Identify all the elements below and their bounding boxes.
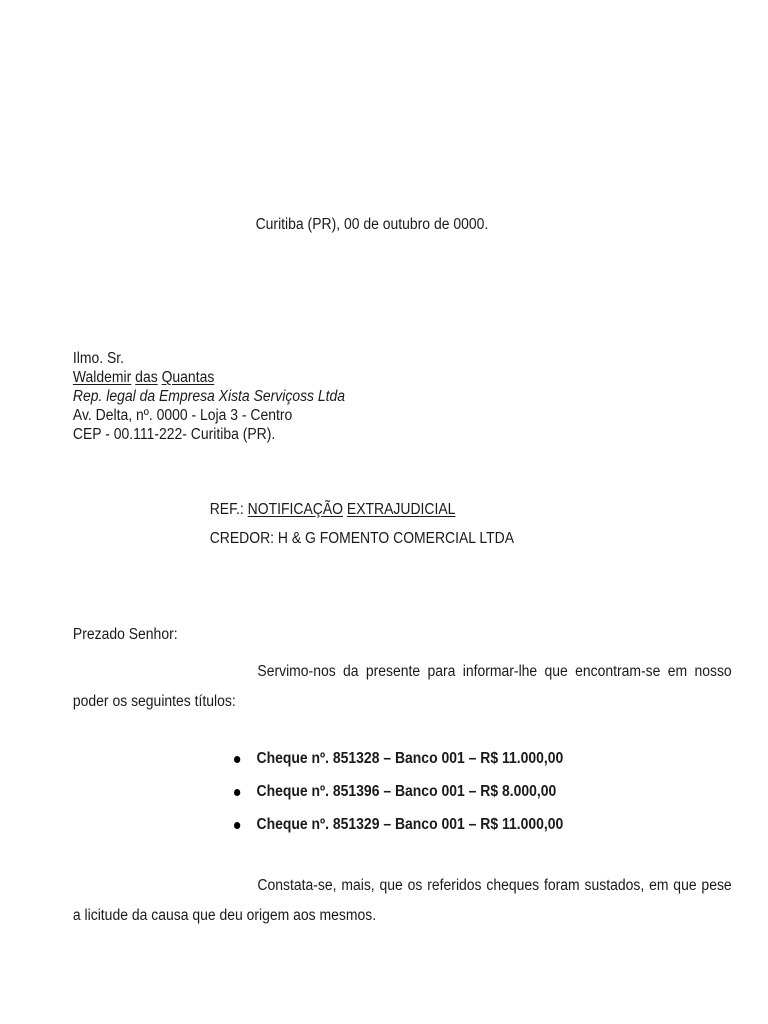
recipient-first-name: Waldemir — [72, 369, 132, 386]
date-line: Curitiba (PR), 00 de outubro de 0000. — [255, 216, 489, 233]
cheque-text: Cheque nº. 851328 – Banco 001 – R$ 11.000,00 — [256, 750, 564, 767]
paragraph-conclusion-text: Constata-se, mais, que os referidos cheques foram sustados, em que pese a licitude da causa que deu origem aos mesmos. — [72, 877, 732, 924]
recipient-role: Rep. legal da Empresa Xista Serviçoss Ltda — [72, 388, 346, 405]
bullet-icon — [234, 822, 240, 829]
cheque-list — [230, 747, 564, 846]
recipient-address — [73, 406, 345, 425]
creditor-line: CREDOR: H & G FOMENTO COMERCIAL LTDA — [209, 530, 515, 547]
address-rest: Delta, nº. 0000 - Loja 3 - Centro — [91, 407, 293, 424]
bullet-icon — [234, 756, 240, 763]
list-item — [230, 813, 564, 846]
salutation: Ilmo. Sr. — [72, 350, 125, 367]
ref-word-extrajudicial: EXTRAJUDICIAL — [346, 501, 456, 518]
list-item — [230, 747, 564, 780]
recipient-last-name: Quantas — [161, 369, 215, 386]
greeting: Prezado Senhor: — [72, 626, 178, 643]
recipient-cep: CEP - 00.111-222- Curitiba (PR). — [72, 426, 276, 443]
paragraph-conclusion — [73, 871, 732, 931]
cheque-text: Cheque nº. 851329 – Banco 001 – R$ 11.000,00 — [256, 816, 564, 833]
reference-line — [210, 501, 456, 519]
list-item — [230, 780, 564, 813]
ref-word-notificacao: NOTIFICAÇÃO — [247, 501, 344, 518]
bullet-icon — [234, 789, 240, 796]
paragraph-intro — [73, 657, 732, 717]
paragraph-intro-text: Servimo-nos da presente para informar-lhe que encontram-se em nosso poder os seguintes títulos: — [72, 663, 732, 710]
recipient-block — [73, 349, 345, 444]
recipient-middle-name: das — [135, 369, 158, 386]
recipient-name — [73, 368, 345, 387]
cheque-text: Cheque nº. 851396 – Banco 001 – R$ 8.000,00 — [256, 783, 557, 800]
ref-label: REF.: — [209, 501, 248, 518]
address-prefix: Av. — [72, 407, 92, 424]
